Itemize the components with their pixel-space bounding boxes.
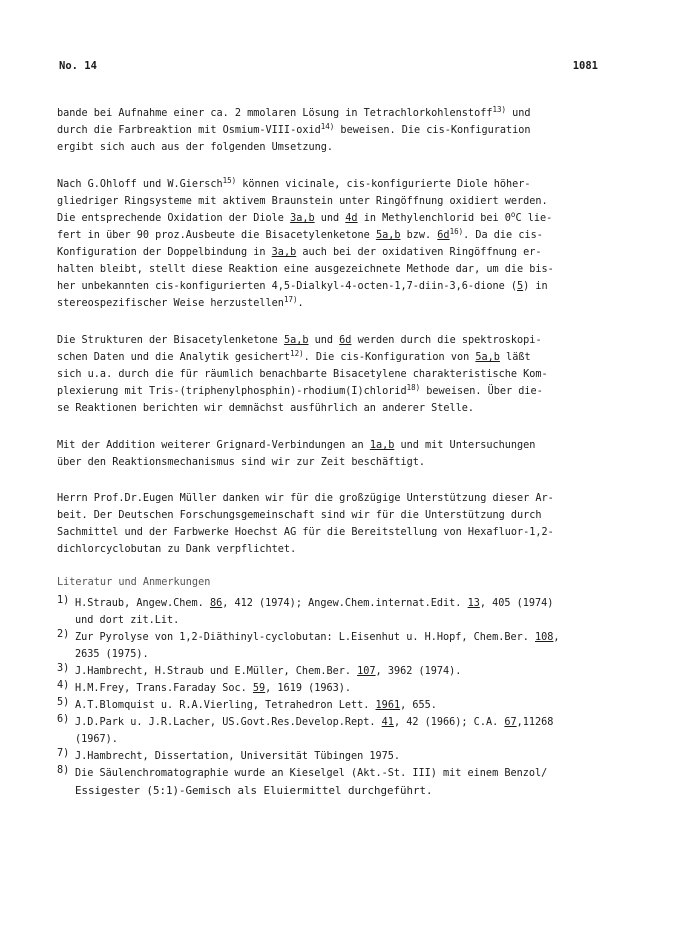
text-line: [57, 227, 627, 244]
text: H.Straub, Angew.Chem.: [75, 598, 210, 609]
text-line: [75, 714, 637, 731]
compound-ref: 5a,b: [475, 352, 500, 363]
text-line: [75, 680, 637, 697]
text-line: Die Säulenchromatographie wurde an Kieselgel (Akt.-St. III) mit einem Benzol/: [75, 768, 548, 779]
footnote-ref: 17): [283, 295, 298, 304]
volume: 107: [357, 666, 376, 677]
text: J.Hambrecht, H.Straub und E.Müller, Chem.Ber.: [75, 666, 358, 677]
text: Konfiguration der Doppelbindung in: [57, 247, 272, 258]
reference-list: [57, 595, 637, 799]
text: und: [506, 108, 531, 119]
text: , 3962 (1974).: [375, 666, 462, 677]
text: , 655.: [400, 700, 437, 711]
reference-item: [57, 714, 637, 748]
volume: 108: [535, 632, 554, 643]
text-line: [57, 332, 627, 349]
text: beweisen. Die cis-Konfiguration: [334, 125, 531, 136]
text: , 412 (1974); Angew.Chem.internat.Edit.: [222, 598, 468, 609]
text-line: und dort zit.Lit.: [75, 615, 180, 626]
acknowledgement-paragraph: [57, 490, 627, 558]
text-line: [75, 629, 637, 646]
compound-ref: 6d: [339, 335, 352, 346]
text-line: [57, 122, 627, 139]
text: , 42 (1966); C.A.: [393, 717, 505, 728]
reference-item: [57, 697, 637, 714]
reference-number: 7): [57, 748, 70, 759]
reference-number: 4): [57, 680, 70, 691]
reference-item: [57, 765, 637, 799]
text-line: Herrn Prof.Dr.Eugen Müller danken wir für die großzügige Unterstützung dieser Ar-: [57, 493, 554, 504]
text: bande bei Aufnahme einer ca. 2 mmolaren Lösung in Tetrachlorkohlenstoff: [57, 108, 493, 119]
footnote-ref: 14): [320, 122, 335, 131]
compound-ref: 3a,b: [290, 213, 315, 224]
compound-ref: 1a,b: [369, 440, 395, 451]
text: A.T.Blomquist u. R.A.Vierling, Tetrahedron Lett.: [75, 700, 376, 711]
text: und mit Untersuchungen: [394, 440, 536, 451]
reference-item: [57, 748, 637, 765]
volume: 67: [504, 717, 517, 728]
text: .: [297, 298, 304, 309]
text: auch bei der oxidativen Ringöffnung er-: [296, 247, 542, 258]
text-line: 2635 (1975).: [75, 649, 149, 660]
text: . Die cis-Konfiguration von: [303, 352, 476, 363]
volume: 1961: [375, 700, 401, 711]
reference-number: 8): [57, 765, 70, 776]
issue-number: No. 14: [59, 60, 97, 72]
text-line: Essigester (5:1)-Gemisch als Eluiermittel durchgeführt.: [75, 784, 433, 797]
text: Nach G.Ohloff und W.Giersch: [57, 179, 223, 190]
text: ,: [553, 632, 560, 643]
text: schen Daten und die Analytik gesichert: [57, 352, 291, 363]
reference-text: [75, 697, 637, 714]
reference-number: 1): [57, 595, 70, 606]
volume: 59: [252, 683, 266, 694]
degree-mark: o: [510, 210, 516, 219]
footnote-ref: 15): [222, 176, 237, 185]
text-line: [57, 295, 627, 312]
text: läßt: [499, 352, 531, 363]
text-line: [57, 278, 627, 295]
text: stereospezifischer Weise herzustellen: [57, 298, 284, 309]
volume: 86: [209, 598, 223, 609]
text-line: halten bleibt, stellt diese Reaktion eine ausgezeichnete Methode dar, um die bis-: [57, 264, 554, 275]
reference-number: 5): [57, 697, 70, 708]
footnote-ref: 16): [449, 227, 464, 236]
compound-ref: 4d: [345, 213, 358, 224]
text-line: J.Hambrecht, Dissertation, Universität Tübingen 1975.: [75, 751, 401, 762]
text: , 1619 (1963).: [265, 683, 352, 694]
text: plexierung mit Tris-(triphenylphosphin)-rhodium(I)chlorid: [57, 386, 407, 397]
paragraph-2: [57, 176, 627, 312]
text-line: [75, 697, 637, 714]
paragraph-1: [57, 105, 627, 156]
text-line: [57, 210, 627, 227]
text-line: [57, 105, 627, 122]
text: in Methylenchlorid bei 0: [357, 213, 511, 224]
text-line: Sachmittel und der Farbwerke Hoechst AG für die Bereitstellung von Hexafluor-1,2-: [57, 527, 554, 538]
text: , 405 (1974): [479, 598, 554, 609]
text: und: [308, 335, 340, 346]
reference-number: 3): [57, 663, 70, 674]
text-line: (1967).: [75, 734, 118, 745]
reference-item: [57, 595, 637, 629]
compound-ref: 5a,b: [283, 335, 309, 346]
text-line: dichlorcyclobutan zu Dank verpflichtet.: [57, 544, 297, 555]
volume: 41: [381, 717, 394, 728]
text-line: über den Reaktionsmechanismus sind wir zur Zeit beschäftigt.: [57, 457, 426, 468]
text: her unbekannten cis-konfigurierten 4,5-Dialkyl-4-octen-1,7-diin-3,6-dione (: [57, 281, 518, 292]
text: durch die Farbreaktion mit Osmium-VIII-oxid: [57, 125, 321, 136]
text: bzw.: [400, 230, 438, 241]
text: beweisen. Über die-: [420, 386, 543, 397]
text: . Da die cis-: [463, 230, 543, 241]
text: ) in: [523, 281, 548, 292]
compound-ref: 3a,b: [271, 247, 297, 258]
text: können vicinale, cis-konfigurierte Diole höher-: [236, 179, 531, 190]
reference-number: 6): [57, 714, 70, 725]
text: J.D.Park u. J.R.Lacher, US.Govt.Res.Develop.Rept.: [75, 717, 382, 728]
reference-item: [57, 680, 637, 697]
reference-text: [75, 765, 637, 799]
text-line: [75, 663, 637, 680]
text-line: [57, 244, 627, 261]
text-line: ergibt sich auch aus der folgenden Umsetzung.: [57, 142, 334, 153]
reference-text: [75, 714, 637, 748]
volume: 13: [467, 598, 480, 609]
paragraph-4: [57, 437, 627, 471]
footnote-ref: 12): [290, 349, 304, 358]
reference-item: [57, 663, 637, 680]
page-number: 1081: [572, 60, 598, 72]
reference-text: [75, 680, 637, 697]
text: C lie-: [515, 213, 553, 224]
text: ,11268: [516, 717, 554, 728]
footnote-ref: 18): [406, 383, 421, 392]
text: Die entsprechende Oxidation der Diole: [57, 213, 291, 224]
compound-ref: 6d: [437, 230, 450, 241]
footnote-ref: 13): [492, 105, 507, 114]
text-line: [75, 595, 637, 612]
text: und: [314, 213, 346, 224]
reference-text: [75, 629, 637, 663]
reference-text: [75, 663, 637, 680]
references-heading: Literatur und Anmerkungen: [57, 577, 211, 588]
text: Zur Pyrolyse von 1,2-Diäthinyl-cyclobutan: L.Eisenhut u. H.Hopf, Chem.Ber.: [75, 632, 536, 643]
compound-ref: 5a,b: [375, 230, 401, 241]
text-line: [57, 176, 627, 193]
reference-text: [75, 595, 637, 629]
text-line: beit. Der Deutschen Forschungsgemeinschaft sind wir für die Unterstützung durch: [57, 510, 542, 521]
text-line: se Reaktionen berichten wir demnächst ausführlich an anderer Stelle.: [57, 403, 475, 414]
text-line: [57, 383, 627, 400]
text-line: [57, 437, 627, 454]
paragraph-3: [57, 332, 627, 417]
text-line: gliedriger Ringsysteme mit aktivem Braunstein unter Ringöffnung oxidiert werden.: [57, 196, 548, 207]
text: H.M.Frey, Trans.Faraday Soc.: [75, 683, 253, 694]
reference-number: 2): [57, 629, 70, 640]
text: Die Strukturen der Bisacetylenketone: [57, 335, 284, 346]
reference-text: [75, 748, 637, 765]
compound-ref: 5: [517, 281, 524, 292]
text: fert in über 90 proz.Ausbeute die Bisacetylenketone: [57, 230, 376, 241]
text: Mit der Addition weiterer Grignard-Verbindungen an: [57, 440, 370, 451]
reference-item: [57, 629, 637, 663]
text-line: sich u.a. durch die für räumlich benachbarte Bisacetylene charakteristische Kom-: [57, 369, 548, 380]
text: werden durch die spektroskopi-: [351, 335, 542, 346]
text-line: [57, 349, 627, 366]
